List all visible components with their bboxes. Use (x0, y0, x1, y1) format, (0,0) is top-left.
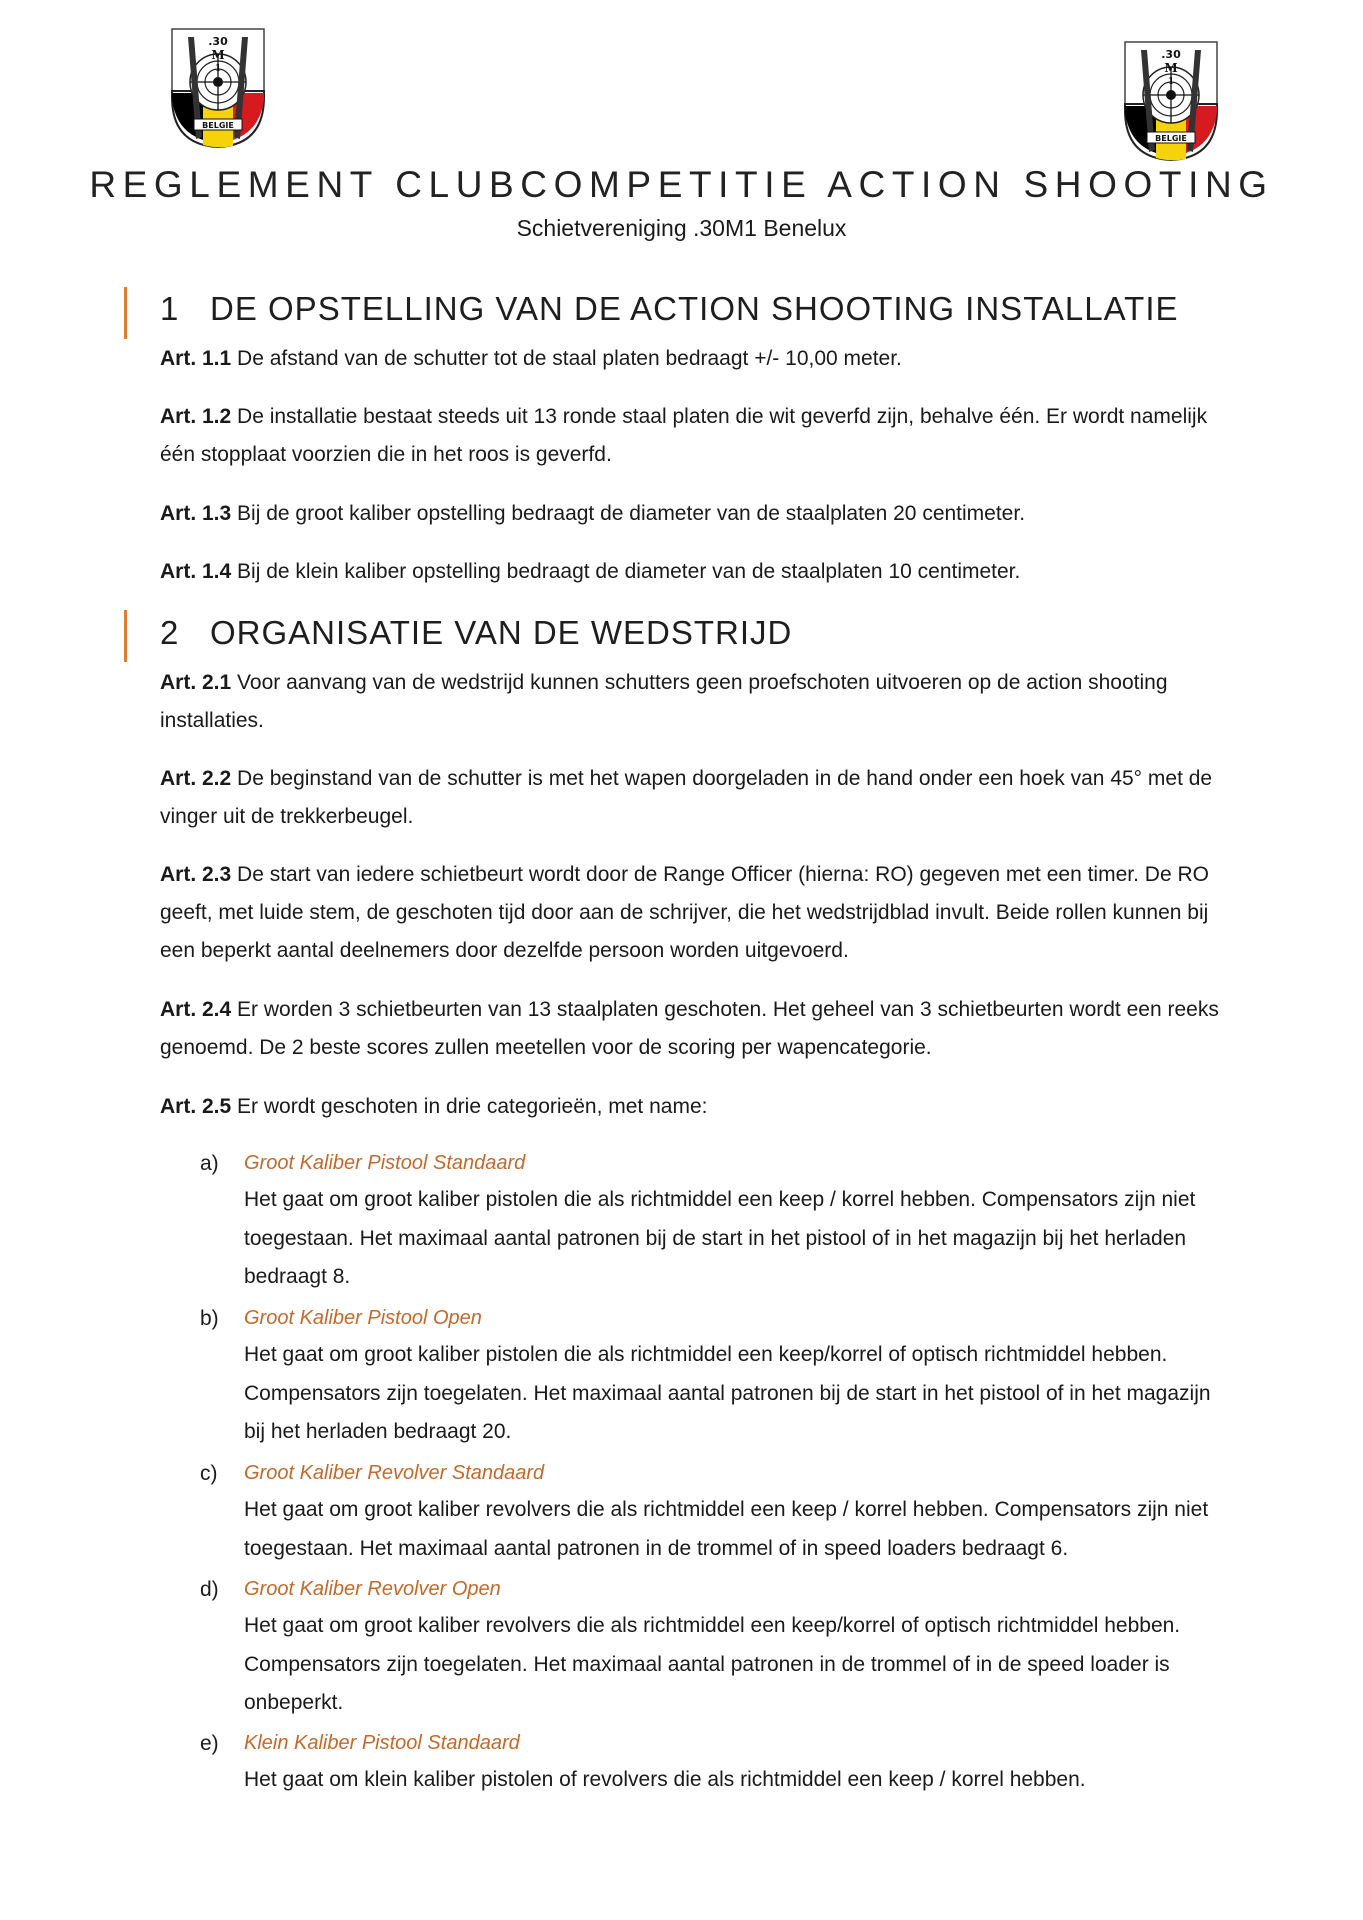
article-label: Art. 2.3 (160, 863, 232, 886)
article (160, 760, 1220, 836)
article-text: Er worden 3 schietbeurten van 13 staalplaten geschoten. Het geheel van 3 schietbeurten wordt een reeks genoemd. De 2 beste scores zullen meetellen voor de scoring per wapencategorie. (160, 998, 1219, 1059)
heading-accent-bar (124, 610, 127, 662)
club-logo-left (166, 27, 270, 149)
document-title: REGLEMENT CLUBCOMPETITIE ACTION SHOOTING (89, 164, 1274, 205)
list-item-marker: e) (200, 1732, 219, 1755)
article (160, 495, 1220, 533)
logo-m-text: M (211, 48, 225, 62)
list-item-marker: b) (200, 1307, 219, 1330)
list-item-marker: a) (200, 1152, 219, 1175)
article-text: Bij de klein kaliber opstelling bedraagt de diameter van de staalplaten 10 centimeter. (231, 560, 1021, 583)
logo-one-text: 1 (1167, 77, 1175, 87)
list-item-marker: d) (200, 1578, 219, 1601)
section-title: DE OPSTELLING VAN DE ACTION SHOOTING INSTALLATIE (210, 290, 1179, 327)
category-description: Het gaat om klein kaliber pistolen of revolvers die als richtmiddel een keep / korrel hebben. (244, 1768, 1086, 1791)
category-description: Het gaat om groot kaliber pistolen die als richtmiddel een keep / korrel hebben. Compensators zijn niet toegestaan. Het maximaal aantal patronen bij de start in het pistool of in het magazijn bij het herladen bedraagt 8. (244, 1188, 1196, 1288)
article-text: De afstand van de schutter tot de staal platen bedraagt +/- 10,00 meter. (231, 347, 902, 370)
logo-m-text: M (1164, 61, 1178, 75)
article-text: Voor aanvang van de wedstrijd kunnen schutters geen proefschoten uitvoeren op de action shooting installaties. (160, 671, 1168, 732)
category-title: Groot Kaliber Revolver Open (244, 1578, 501, 1600)
section-number: 2 (160, 614, 180, 651)
logo-banner-text: BELGIE (202, 121, 234, 130)
club-logo-right (1119, 40, 1223, 162)
article-label: Art. 1.1 (160, 347, 232, 370)
list-item-marker: c) (200, 1462, 218, 1485)
article-label: Art. 2.2 (160, 767, 232, 790)
article-text: Er wordt geschoten in drie categorieën, met name: (231, 1095, 708, 1118)
article-text: De beginstand van de schutter is met het wapen doorgeladen in de hand onder een hoek van 45° met de vinger uit de trekkerbeugel. (160, 767, 1213, 828)
article (160, 664, 1220, 740)
section-number: 1 (160, 290, 180, 327)
article (160, 856, 1220, 970)
category-description: Het gaat om groot kaliber revolvers die als richtmiddel een keep / korrel hebben. Compensators zijn niet toegestaan. Het maximaal aantal patronen in de trommel of in speed loaders bedraagt 6. (244, 1498, 1209, 1560)
section-title: ORGANISATIE VAN DE WEDSTRIJD (210, 614, 793, 651)
category-description: Het gaat om groot kaliber revolvers die als richtmiddel een keep/korrel of optisch richtmiddel hebben. Compensators zijn toegelaten. Het maximaal aantal patronen in de trommel of in de speed loader is onbeperkt. (244, 1614, 1181, 1714)
category-title: Groot Kaliber Pistool Open (244, 1307, 482, 1329)
category-title: Groot Kaliber Revolver Standaard (244, 1462, 545, 1484)
document-subtitle: Schietvereniging .30M1 Benelux (516, 215, 847, 241)
logo-caliber-text: .30 (1161, 48, 1181, 61)
article-label: Art. 1.4 (160, 560, 232, 583)
article (160, 340, 1220, 378)
category-title: Groot Kaliber Pistool Standaard (244, 1152, 526, 1174)
logo-caliber-text: .30 (208, 35, 228, 48)
heading-accent-bar (124, 287, 127, 339)
category-title: Klein Kaliber Pistool Standaard (244, 1732, 520, 1754)
article (160, 991, 1220, 1067)
article (160, 553, 1220, 591)
section-heading (160, 290, 1179, 328)
section-heading (160, 614, 792, 652)
article-label: Art. 2.1 (160, 671, 232, 694)
article-text: De installatie bestaat steeds uit 13 ronde staal platen die wit geverfd zijn, behalve één. Er wordt namelijk één stopplaat voorzien die in het roos is geverfd. (160, 405, 1208, 466)
article-label: Art. 2.4 (160, 998, 232, 1021)
article (160, 398, 1220, 474)
logo-one-text: 1 (214, 64, 222, 74)
category-description: Het gaat om groot kaliber pistolen die als richtmiddel een keep/korrel of optisch richtmiddel hebben. Compensators zijn toegelaten. Het maximaal aantal patronen bij de start in het pistool of in het magazijn bij het herladen bedraagt 20. (244, 1343, 1211, 1443)
article-label: Art. 1.3 (160, 502, 232, 525)
article-label: Art. 2.5 (160, 1095, 232, 1118)
article-text: De start van iedere schietbeurt wordt door de Range Officer (hierna: RO) gegeven met een timer. De RO geeft, met luide stem, de geschoten tijd door aan de schrijver, die het wedstrijdblad invult. Beide rollen kunnen bij een beperkt aantal deelnemers door dezelfde persoon worden uitgevoerd. (160, 863, 1209, 962)
logo-banner-text: BELGIE (1155, 134, 1187, 143)
article (160, 1088, 1220, 1126)
article-text: Bij de groot kaliber opstelling bedraagt de diameter van de staalplaten 20 centimeter. (231, 502, 1026, 525)
article-label: Art. 1.2 (160, 405, 232, 428)
